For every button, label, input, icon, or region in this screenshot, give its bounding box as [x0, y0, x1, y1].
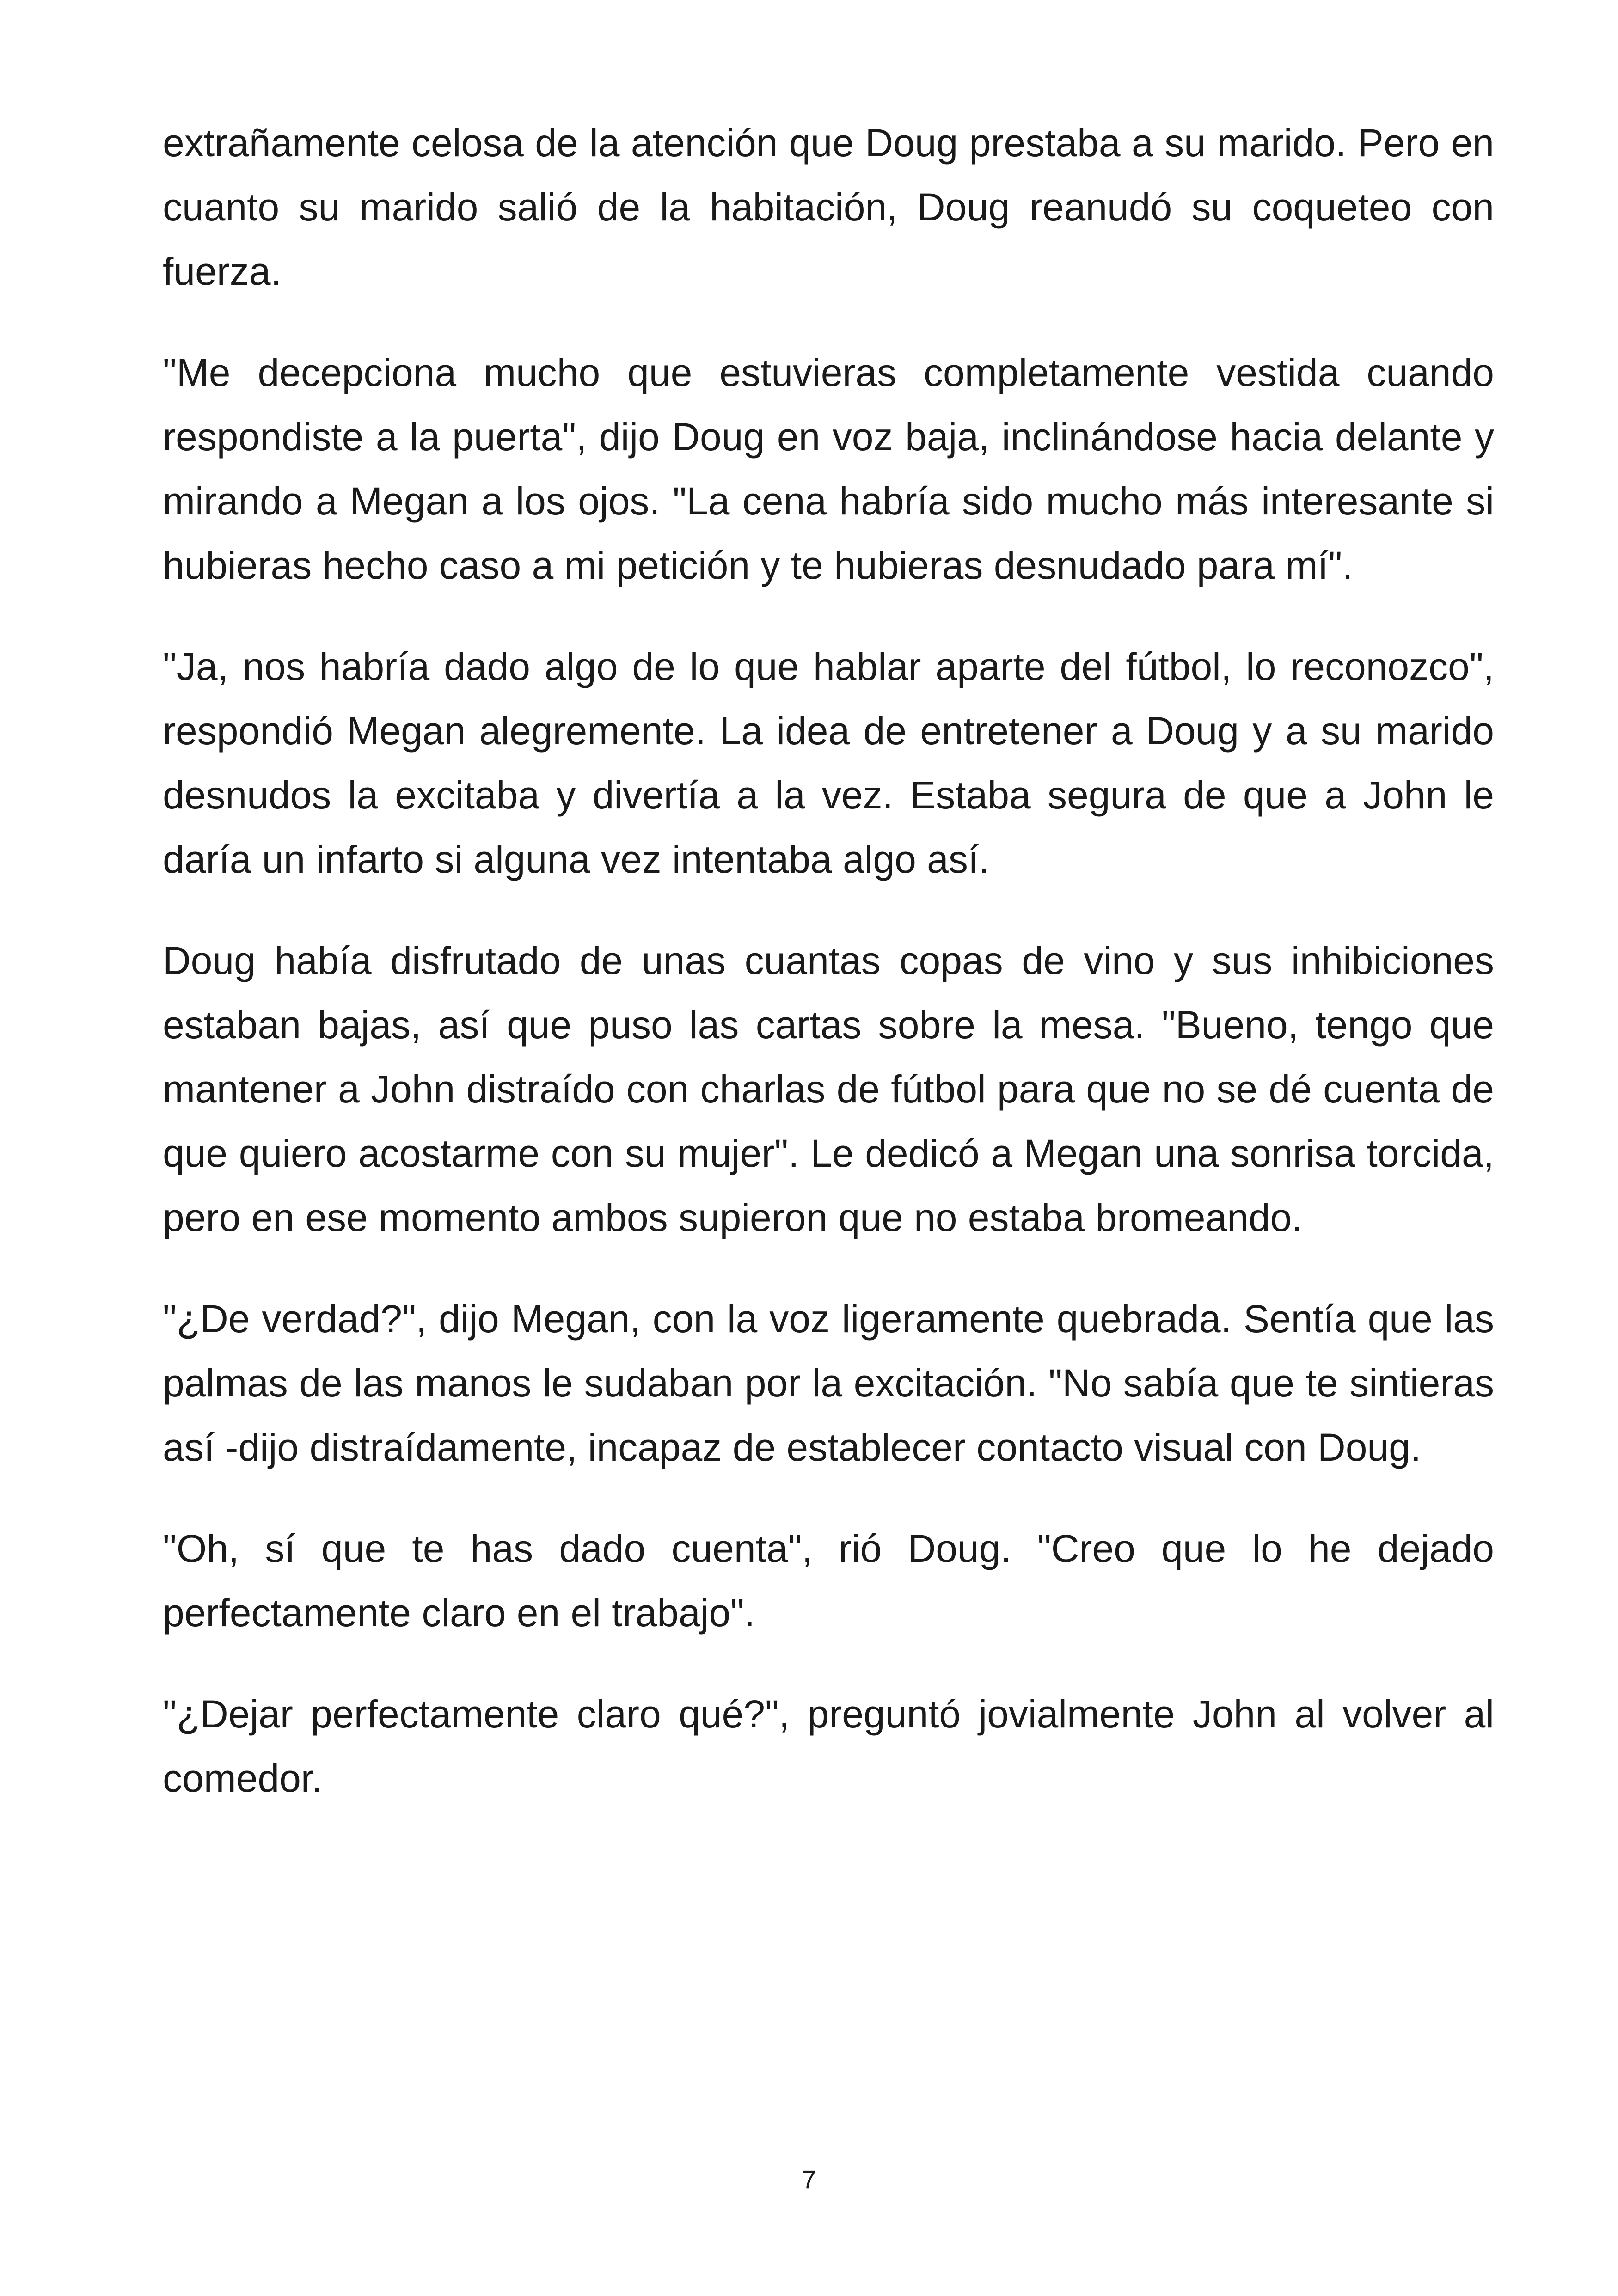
paragraph-6: "Oh, sí que te has dado cuenta", rió Doug. "Creo que lo he dejado perfectamente claro en el trabajo".: [163, 1527, 1494, 1635]
paragraph-3: "Ja, nos habría dado algo de lo que hablar aparte del fútbol, lo reconozco", respondió Megan alegremente. La idea de entretener a Doug y a su marido desnudos la excitaba y divertía a la vez. Estaba segura de que a John le daría un infarto si alguna vez intentaba algo así.: [163, 645, 1494, 881]
page-number: 7: [802, 2165, 816, 2194]
paragraph-7: "¿Dejar perfectamente claro qué?", preguntó jovialmente John al volver al comedor.: [163, 1692, 1494, 1800]
paragraph-4: Doug había disfrutado de unas cuantas copas de vino y sus inhibiciones estaban bajas, así que puso las cartas sobre la mesa. "Bueno, tengo que mantener a John distraído con charlas de fútbol para que no se dé cuenta de que quiero acostarme con su mujer". Le dedicó a Megan una sonrisa torcida, pero en ese momento ambos supieron que no estaba bromeando.: [163, 939, 1494, 1239]
paragraph-5: "¿De verdad?", dijo Megan, con la voz ligeramente quebrada. Sentía que las palmas de las manos le sudaban por la excitación. "No sabía que te sintieras así -dijo distraídamente, incapaz de establecer contacto visual con Doug.: [163, 1297, 1494, 1469]
paragraph-2: "Me decepciona mucho que estuvieras completamente vestida cuando respondiste a la puerta", dijo Doug en voz baja, inclinándose hacia delante y mirando a Megan a los ojos. "La cena habría sido mucho más interesante si hubieras hecho caso a mi petición y te hubieras desnudado para mí".: [163, 351, 1494, 587]
paragraph-1: extrañamente celosa de la atención que Doug prestaba a su marido. Pero en cuanto su marido salió de la habitación, Doug reanudó su coqueteo con fuerza.: [163, 121, 1494, 293]
text-body: [163, 111, 1494, 1811]
